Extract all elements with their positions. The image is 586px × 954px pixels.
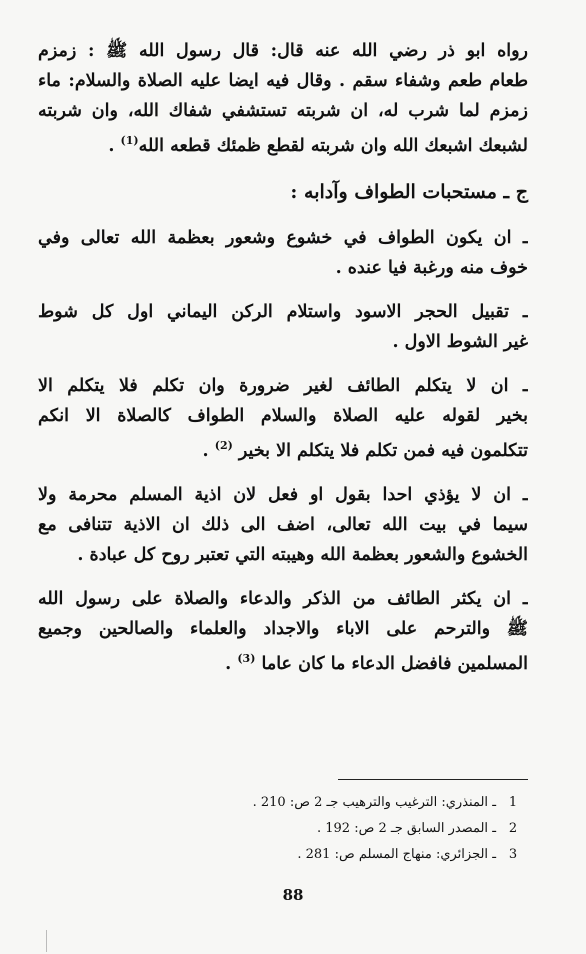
text-line: رواه ابو ذر رضي الله عنه قال: قال رسول الله ﷺ : زمزم xyxy=(38,41,528,61)
footnotes xyxy=(40,790,530,868)
page-number: 88 xyxy=(282,886,304,904)
footnote-text: المنذري: الترغيب والترهيب جـ 2 ص: 210 . xyxy=(252,795,489,810)
etiquette-item-3 xyxy=(38,371,528,466)
footnote-divider xyxy=(338,779,528,780)
etiquette-item-2 xyxy=(38,297,528,357)
footnote-item xyxy=(40,842,530,868)
text-line: سيما في بيت الله تعالى، اضف الى ذلك ان الاذية تتنافى مع xyxy=(38,514,528,535)
footnote-number: 3 xyxy=(508,847,518,862)
text-line: المسلمين فافضل الدعاء ما كان عاما $^{(3)}$ . xyxy=(225,651,528,674)
margin-mark xyxy=(46,930,47,952)
etiquette-item-4 xyxy=(38,480,528,570)
text-line: ـ تقبيل الحجر الاسود واستلام الركن اليماني اول كل شوط xyxy=(38,301,528,322)
footnote-text: المصدر السابق جـ 2 ص: 192 . xyxy=(317,821,489,836)
etiquette-item-1 xyxy=(38,223,528,283)
etiquette-item-5 xyxy=(38,584,528,679)
text-line-content: لشبعك اشبعك الله وان شربته لقطع ظمئك قطعه الله xyxy=(138,135,528,156)
footnote-ref: (2) xyxy=(214,438,233,452)
text-line: ﷺ والترحم على الاباء والاجداد والعلماء والصالحين وجميع xyxy=(38,618,528,639)
text-line: ـ ان يكثر الطائف من الذكر والدعاء والصلاة على رسول الله xyxy=(38,588,528,609)
footnote-number: 2 xyxy=(508,821,518,836)
text-line: تتكلمون فيه فمن تكلم فلا يتكلم الا بخير $^{(2)}$ . xyxy=(202,438,528,461)
text-line: بخير لقوله عليه الصلاة والسلام الطواف كالصلاة الا انكم xyxy=(38,405,528,426)
footnote-ref: (1) xyxy=(120,134,139,147)
footnote-text: الجزائري: منهاج المسلم ص: 281 . xyxy=(297,847,489,862)
text-line-content: المسلمين فافضل الدعاء ما كان عاما xyxy=(261,653,528,674)
text-line: خوف منه ورغبة فيا عنده . xyxy=(335,257,528,278)
footnote-number: 1 xyxy=(508,795,518,810)
text-line: ـ ان يكون الطواف في خشوع وشعور بعظمة الله تعالى وفي xyxy=(38,227,528,248)
text-line: لشبعك اشبعك الله وان شربته لقطع ظمئك قطعه الله$^{(1)}$ . xyxy=(108,134,528,156)
footnote-dash: ـ xyxy=(492,795,496,810)
section-heading: ج ـ مستحبات الطواف وآدابه : xyxy=(290,180,528,203)
main-text xyxy=(38,36,528,692)
text-line: غير الشوط الاول . xyxy=(392,331,528,352)
text-line: زمزم لما شرب له، ان شربته تستشفي شفاك الله، وان شربته xyxy=(38,101,528,121)
text-line: ـ ان لا يتكلم الطائف لغير ضرورة وان تكلم فلا يتكلم الا xyxy=(38,375,528,396)
footnote-item xyxy=(40,816,530,842)
intro-paragraph xyxy=(38,36,528,161)
text-line: طعام طعم وشفاء سقم . وقال فيه ايضا عليه الصلاة والسلام: ماء xyxy=(38,71,528,91)
footnote-ref: (3) xyxy=(237,651,256,665)
footnote-dash: ـ xyxy=(492,821,496,836)
text-line: الخشوع والشعور بعظمة الله وهيبته التي تعتبر روح كل عبادة . xyxy=(77,544,528,565)
text-line: ـ ان لا يؤذي احدا بقول او فعل لان اذية المسلم محرمة ولا xyxy=(38,484,528,505)
text-line-content: تتكلمون فيه فمن تكلم فلا يتكلم الا بخير xyxy=(238,440,528,461)
footnote-dash: ـ xyxy=(492,847,496,862)
footnote-item xyxy=(40,790,530,816)
